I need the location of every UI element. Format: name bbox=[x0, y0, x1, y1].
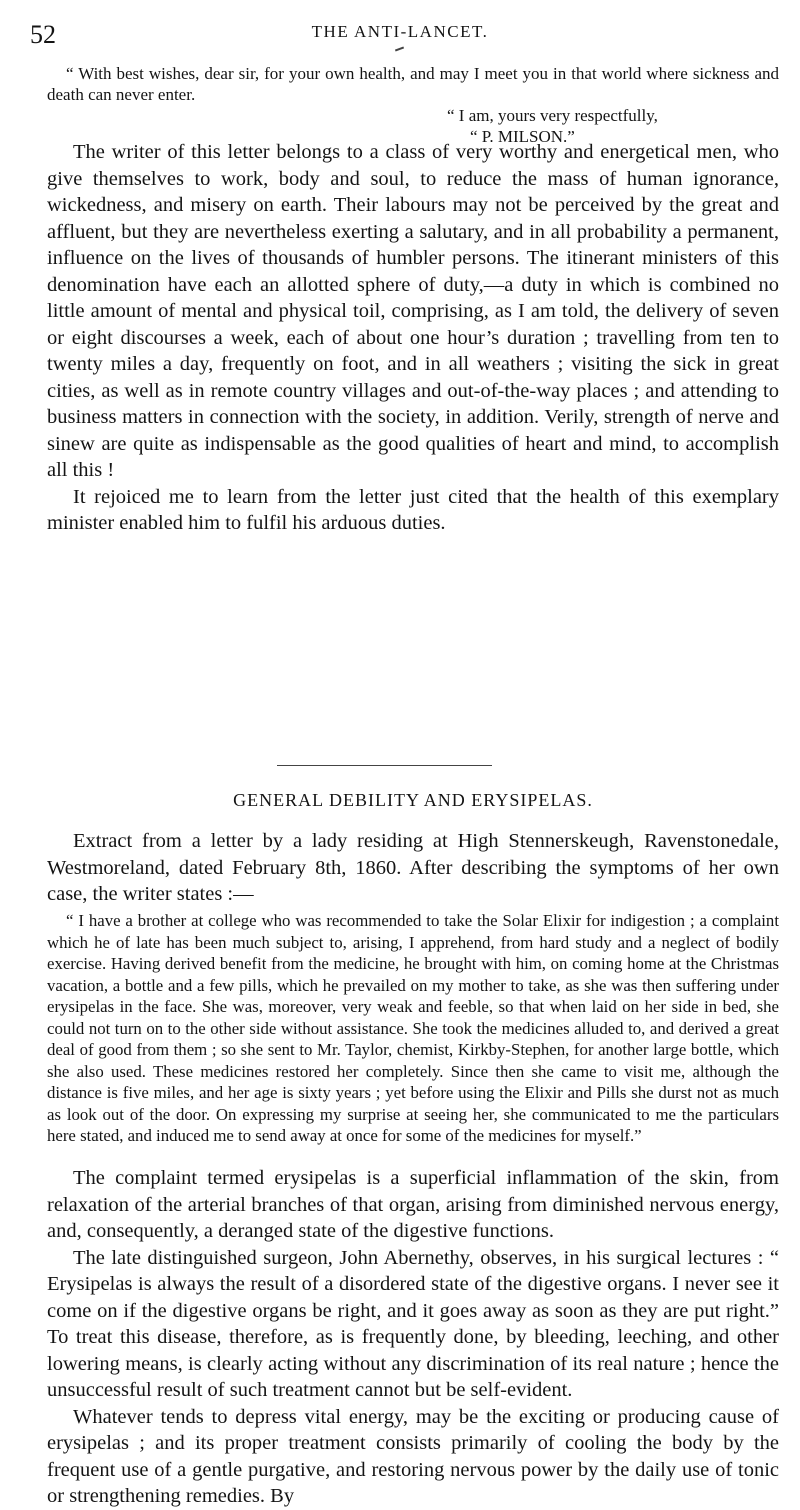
page-number: 52 bbox=[30, 20, 56, 49]
signature: “ P. MILSON.” bbox=[470, 127, 575, 146]
commentary bbox=[47, 139, 779, 537]
closing-line: “ I am, yours very respectfully, bbox=[447, 106, 658, 125]
print-mark bbox=[395, 47, 404, 52]
section-intro: Extract from a letter by a lady residing at High Stennerskeugh, Ravenstonedale, Westmoreland, dated February 8th, 1860. After describing the symptoms of her own case, the writer states :— bbox=[47, 830, 779, 905]
letter-close bbox=[47, 63, 779, 147]
body-paragraph: The late distinguished surgeon, John Abernethy, observes, in his surgical lectures : “ Erysipelas is always the result of a disordered state of the digestive organs. I never see it come on if the digestive organs be right, and it goes away as soon as they are put right.” To treat this disease, therefore, as is frequently done, by bleeding, leeching, and other lowering means, is clearly acting without any discrimination of its real nature ; hence the unsuccessful result of such treatment cannot but be self-evident. bbox=[47, 1246, 779, 1401]
running-head: THE ANTI-LANCET. bbox=[311, 22, 489, 41]
section-body bbox=[47, 1165, 779, 1510]
section-heading: GENERAL DEBILITY AND ERYSIPELAS. bbox=[233, 790, 593, 810]
commentary-paragraph: The writer of this letter belongs to a class of very worthy and energetical men, who give themselves to work, body and soul, to reduce the mass of human ignorance, wickedness, and misery on earth. Their labours may not be perceived by the great and affluent, but they are nevertheless exerting a salutary, and in all probability a permanent, influence on the lives of thousands of humbler persons. The itinerant ministers of this denomination have each an allotted sphere of duty,—a duty in which is combined no little amount of mental and physical toil, comprising, as I am told, the delivery of seven or eight discourses a week, each of about one hour’s duration ; travelling from ten to twenty miles a day, frequently on foot, and in all weathers ; visiting the sick in great cities, as well as in remote country villages and out-of-the-way places ; and attending to business matters in connection with the society, in addition. Verily, strength of nerve and sinew are quite as indispensable as the good qualities of heart and mind, to accomplish all this ! bbox=[47, 141, 779, 481]
closing-wish: “ With best wishes, dear sir, for your own health, and may I meet you in that world where sickness and death can never enter. bbox=[47, 64, 779, 104]
quoted-letter-block bbox=[47, 910, 779, 1147]
quoted-letter: “ I have a brother at college who was recommended to take the Solar Elixir for indigestion ; a complaint which he of late has been much subject to, arising, I apprehend, from hard study and a neglect of bodily exercise. Having derived benefit from the medicine, he brought with him, on coming home at the Christmas vacation, a bottle and a few pills, which he prevailed on my mother to take, as she was then suffering under erysipelas in the face. She was, moreover, very weak and feeble, so that when laid on her side in bed, she could not turn on to the other side without assistance. She took the medicines alluded to, and derived a great deal of good from them ; so she sent to Mr. Taylor, chemist, Kirkby-Stephen, for another large bottle, which she also used. These medicines restored her completely. Since then she came to visit me, although the distance is five miles, and her age is sixty years ; yet before using the Elixir and Pills she durst not as much as look out of the door. On expressing my surprise at seeing her, she communicated to me the particulars here stated, and induced me to send away at once for some of the medicines for myself.” bbox=[47, 911, 779, 1145]
body-paragraph: Whatever tends to depress vital energy, may be the exciting or producing cause of erysipelas ; and its proper treatment consists primarily of cooling the body by the frequent use of a gentle purgative, and restoring nervous power by the daily use of tonic or strengthening remedies. By bbox=[47, 1405, 779, 1507]
body-paragraph: The complaint termed erysipelas is a superficial inflammation of the skin, from relaxation of the arterial branches of that organ, arising from diminished nervous energy, and, consequently, a deranged state of the digestive functions. bbox=[47, 1167, 779, 1242]
commentary-paragraph: It rejoiced me to learn from the letter just cited that the health of this exemplary minister enabled him to fulfil his arduous duties. bbox=[47, 485, 779, 534]
section-divider bbox=[277, 765, 492, 766]
section-heading-block bbox=[47, 790, 779, 811]
section-intro-block bbox=[47, 828, 779, 908]
